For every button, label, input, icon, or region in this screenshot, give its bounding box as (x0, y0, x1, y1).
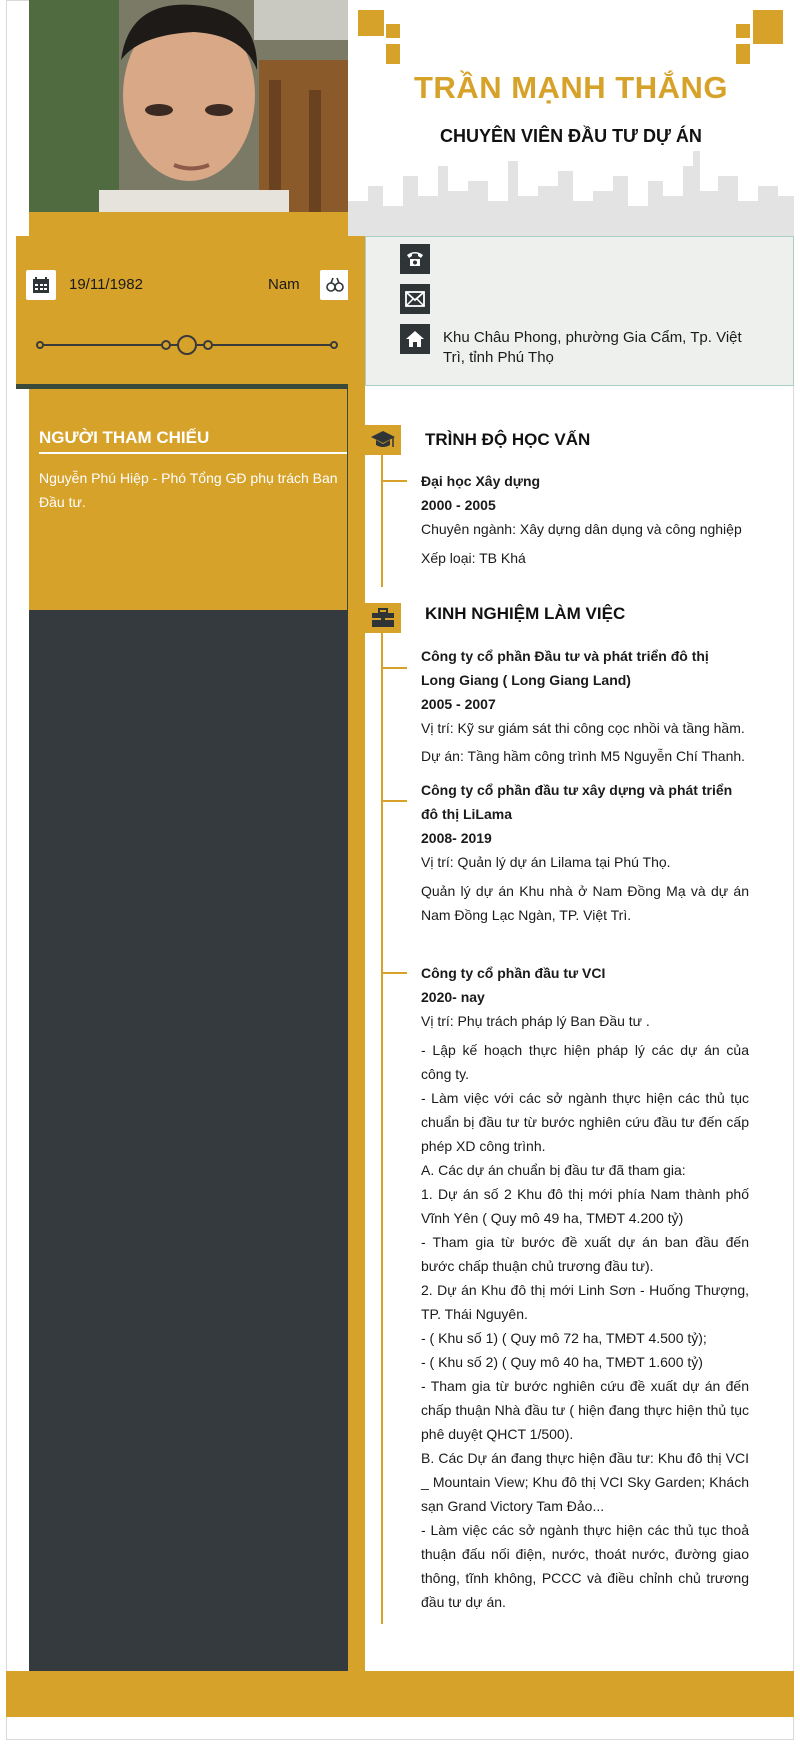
job-detail: 2. Dự án Khu đô thị mới Linh Sơn - Huống Thượng, TP. Thái Nguyên. (421, 1282, 749, 1322)
job-detail: - Tham gia từ bước nghiên cứu đề xuất dự án đến chấp thuận Nhà đầu tư ( hiện đang thực hiện thủ tục phê duyệt QHCT 1/500). (421, 1378, 749, 1442)
job-company: Công ty cổ phần Đầu tư và phát triển đô thị (421, 648, 709, 664)
job-company: Công ty cổ phần đầu tư VCI (421, 965, 606, 981)
calendar-icon (26, 270, 56, 300)
education-grade: Xếp loại: TB Khá (421, 550, 526, 566)
education-school: Đại học Xây dựng (421, 473, 541, 489)
job-detail: Dự án: Tầng hầm công trình M5 Nguyễn Chí Thanh. (421, 748, 746, 764)
job-detail: - Tham gia từ bước đề xuất dự án ban đầu đến bước chấp thuận chủ trương đầu tư). (421, 1234, 749, 1274)
candidate-job-title: CHUYÊN VIÊN ĐẦU TƯ DỰ ÁN (440, 126, 702, 146)
gender: Nam (268, 276, 300, 293)
job-detail: - ( Khu số 1) ( Quy mô 72 ha, TMĐT 4.500 tỷ); (421, 1330, 707, 1346)
job-company: Long Giang ( Long Giang Land) (421, 672, 631, 688)
job-company: đô thị LiLama (421, 806, 512, 822)
decor-square (386, 24, 400, 38)
vertical-gold-strip (348, 236, 365, 1671)
graduation-cap-icon (365, 425, 401, 455)
education-major: Chuyên ngành: Xây dựng dân dụng và công nghiệp (421, 521, 742, 537)
left-gold-band (29, 212, 348, 236)
header-panel (348, 0, 794, 236)
experience-timeline (381, 630, 383, 1624)
reference-divider (39, 452, 347, 454)
job-company: Công ty cổ phần đầu tư xây dựng và phát triển (421, 782, 733, 798)
profile-photo-image (29, 0, 348, 212)
left-dark-column (29, 610, 348, 1671)
decor-square (736, 24, 750, 38)
personal-info-bar (16, 236, 348, 384)
timeline-tick (381, 667, 407, 669)
phone-icon (400, 244, 430, 274)
education-timeline (381, 455, 383, 587)
job-detail: 1. Dự án số 2 Khu đô thị mới phía Nam thành phố Vĩnh Yên ( Quy mô 49 ha, TMĐT 4.200 tỷ) (421, 1186, 749, 1226)
profile-photo (29, 0, 348, 212)
decor-square (736, 44, 750, 64)
decorative-slider (36, 332, 338, 358)
job-position: Vị trí: Phụ trách pháp lý Ban Đầu tư . (421, 1013, 650, 1029)
education-period: 2000 - 2005 (421, 497, 496, 513)
address-text: Khu Châu Phong, phường Gia Cẩm, Tp. Việt Trì, tỉnh Phú Thọ (443, 329, 742, 366)
job-detail: - Làm việc với các sở ngành thực hiện các thủ tục chuẩn bị đầu tư từ bước nghiên cứu đầu tư đến cấp phép XD công trình. (421, 1090, 749, 1154)
timeline-tick (381, 480, 407, 482)
briefcase-icon (365, 603, 401, 633)
job-detail: - ( Khu số 2) ( Quy mô 40 ha, TMĐT 1.600 tỷ) (421, 1354, 703, 1370)
job-period: 2020- nay (421, 989, 485, 1005)
reference-title: NGƯỜI THAM CHIẾU (39, 428, 210, 447)
decor-square (358, 10, 384, 36)
decor-square (386, 44, 400, 64)
footer-bar (6, 1671, 794, 1717)
job-detail: B. Các Dự án đang thực hiện đầu tư: Khu đô thị VCI _ Mountain View; Khu đô thị VCI Sky Garden; Khách sạn Grand Victory Tam Đảo... (421, 1450, 749, 1514)
experience-title: KINH NGHIỆM LÀM VIỆC (425, 604, 626, 623)
job-detail: Vị trí: Quản lý dự án Lilama tại Phú Thọ. (421, 854, 671, 870)
job-detail: - Làm việc các sở ngành thực hiện các thủ tục thoả thuận đấu nối điện, nước, thoát nước, đường giao thông, tĩnh không, PCCC và điều chỉnh chủ trương đầu tư dự án. (421, 1522, 749, 1610)
candidate-name: TRẦN MẠNH THẮNG (413, 70, 729, 105)
city-skyline-decoration (348, 146, 794, 236)
timeline-tick (381, 800, 407, 802)
home-icon (400, 324, 430, 354)
job-detail: - Lập kế hoạch thực hiện pháp lý các dự án của công ty. (421, 1042, 749, 1082)
job-period: 2008- 2019 (421, 830, 492, 846)
mail-icon (400, 284, 430, 314)
timeline-tick (381, 972, 407, 974)
job-detail: Vị trí: Kỹ sư giám sát thi công cọc nhồi và tầng hầm. (421, 720, 745, 736)
birth-date: 19/11/1982 (69, 276, 143, 293)
job-period: 2005 - 2007 (421, 696, 496, 712)
education-title: TRÌNH ĐỘ HỌC VẤN (425, 430, 591, 449)
decor-square (753, 10, 783, 44)
gender-icon (320, 270, 350, 300)
reference-text: Nguyễn Phú Hiệp - Phó Tổng GĐ phụ trách Ban Đầu tư. (39, 470, 338, 510)
job-detail: A. Các dự án chuẩn bị đầu tư đã tham gia: (421, 1162, 686, 1178)
job-detail: Quản lý dự án Khu nhà ở Nam Đồng Mạ và dự án Nam Đồng Lạc Ngàn, TP. Việt Trì. (421, 883, 749, 923)
